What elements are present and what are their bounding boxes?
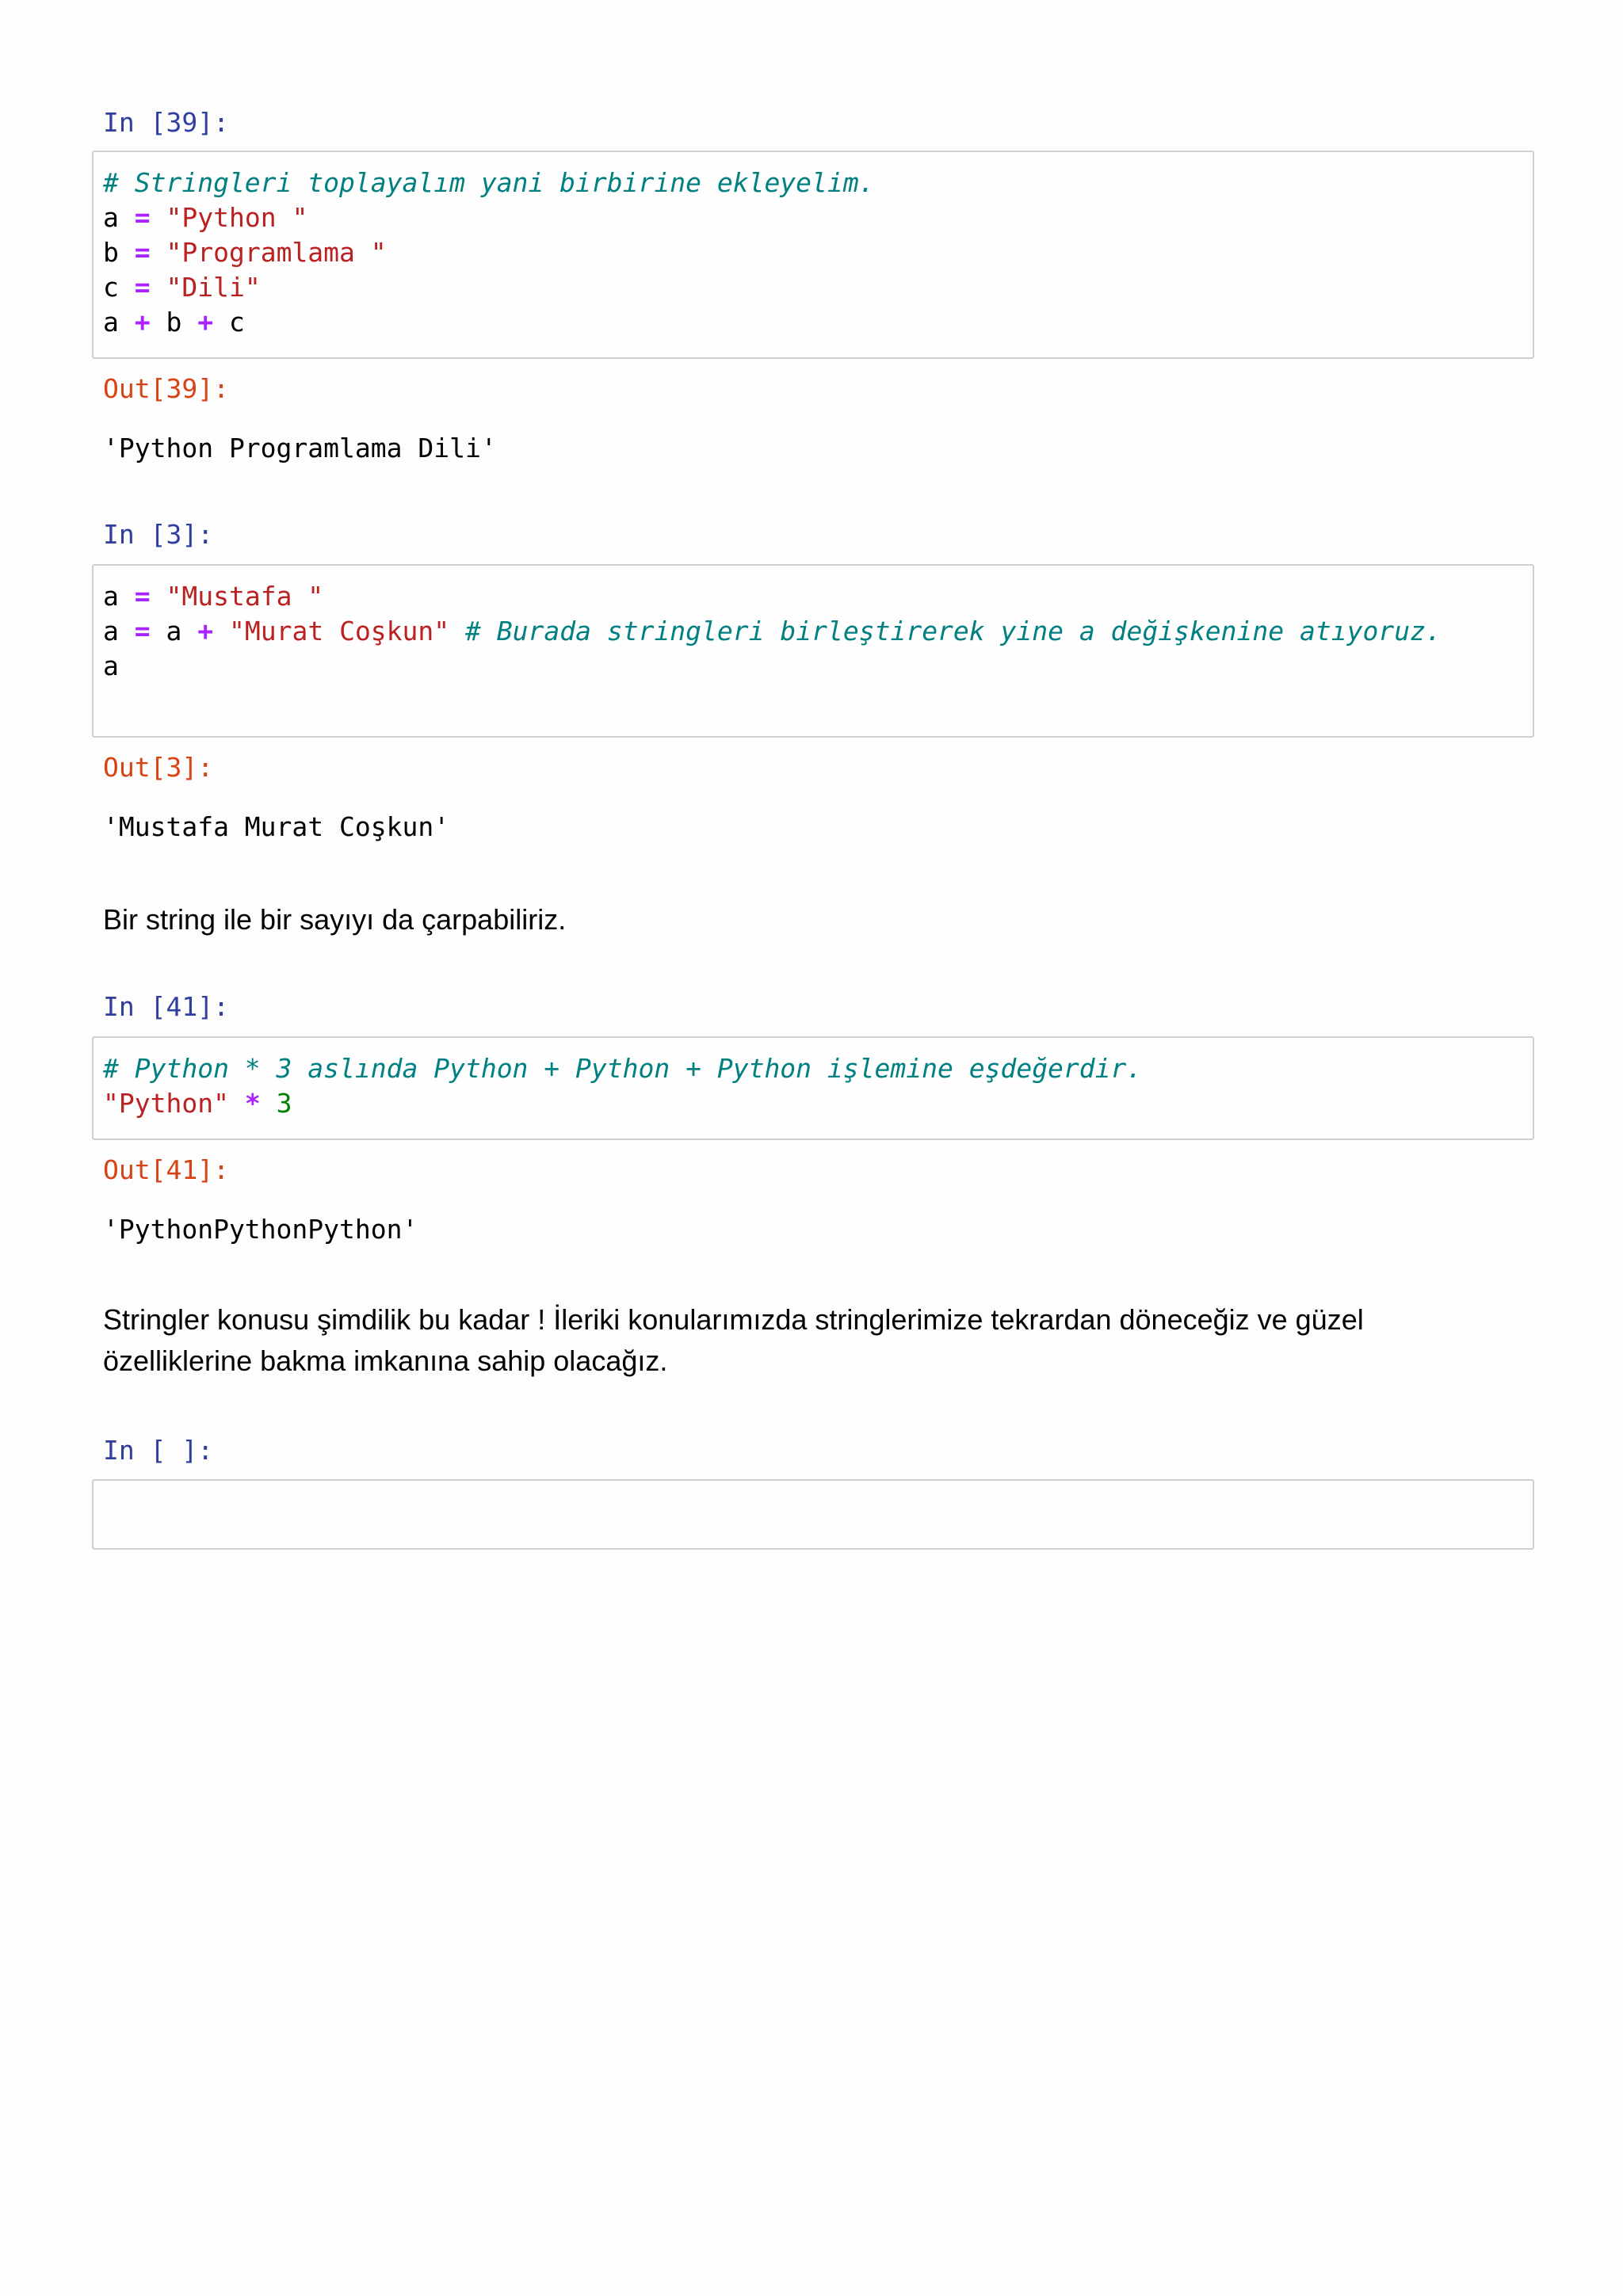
- code-variable: a: [103, 616, 119, 646]
- code-operator: *: [244, 1088, 261, 1119]
- code-comment: # Burada stringleri birleştirerek yine a değişkenine atıyoruz.: [465, 616, 1442, 646]
- code-line: [103, 305, 245, 340]
- code-string: "Python ": [166, 202, 308, 233]
- code-variable: c: [103, 272, 119, 303]
- input-prompt: In [ ]:: [103, 1435, 214, 1466]
- code-line: [103, 1051, 1142, 1086]
- code-operator: =: [134, 202, 151, 233]
- code-cell-editor[interactable]: [92, 151, 1534, 359]
- output-prompt: Out[3]:: [103, 752, 214, 783]
- code-operator: +: [134, 307, 151, 338]
- code-line: [103, 235, 387, 270]
- code-operator: =: [134, 581, 151, 612]
- code-variable: c: [229, 307, 245, 338]
- code-line: [103, 579, 323, 614]
- code-comment: # Python * 3 aslında Python + Python + Python işlemine eşdeğerdir.: [103, 1053, 1143, 1084]
- code-cell-editor[interactable]: [92, 1036, 1534, 1140]
- markdown-text: Stringler konusu şimdilik bu kadar ! İleriki konularımızda stringlerimize tekrardan döneceğiz ve güzel: [103, 1303, 1364, 1336]
- input-prompt: In [39]:: [103, 107, 229, 138]
- cell-output: 'Mustafa Murat Coşkun': [103, 811, 450, 842]
- code-line: [103, 200, 307, 235]
- code-line: [103, 649, 119, 684]
- output-prompt: Out[41]:: [103, 1154, 229, 1185]
- code-line: [103, 166, 875, 200]
- code-operator: +: [197, 307, 214, 338]
- code-cell-editor[interactable]: [92, 564, 1534, 738]
- code-variable: a: [103, 650, 119, 681]
- code-string: "Programlama ": [166, 237, 387, 268]
- code-variable: a: [103, 202, 119, 233]
- code-variable: a: [103, 581, 119, 612]
- code-operator: +: [197, 616, 214, 646]
- input-prompt: In [41]:: [103, 991, 229, 1022]
- output-prompt: Out[39]:: [103, 373, 229, 404]
- input-prompt: In [3]:: [103, 519, 214, 550]
- code-operator: =: [134, 272, 151, 303]
- code-comment: # Stringleri toplayalım yani birbirine ekleyelim.: [103, 167, 875, 198]
- code-string: "Murat Coşkun": [229, 616, 450, 646]
- code-line: [103, 1086, 292, 1121]
- code-variable: a: [103, 307, 119, 338]
- code-cell-editor[interactable]: [92, 1479, 1534, 1550]
- markdown-text: Bir string ile bir sayıyı da çarpabiliriz.: [103, 903, 567, 936]
- cell-output: 'PythonPythonPython': [103, 1214, 418, 1245]
- code-string: "Python": [103, 1088, 229, 1119]
- markdown-text: özelliklerine bakma imkanına sahip olacağız.: [103, 1344, 668, 1377]
- code-variable: b: [166, 307, 182, 338]
- code-operator: =: [134, 237, 151, 268]
- code-operator: =: [134, 616, 151, 646]
- code-line: [103, 614, 1442, 649]
- code-number: 3: [276, 1088, 292, 1119]
- code-string: "Dili": [166, 272, 261, 303]
- cell-output: 'Python Programlama Dili': [103, 433, 497, 463]
- code-string: "Mustafa ": [166, 581, 324, 612]
- code-line: [103, 270, 261, 305]
- code-variable: b: [103, 237, 119, 268]
- code-variable: a: [166, 616, 182, 646]
